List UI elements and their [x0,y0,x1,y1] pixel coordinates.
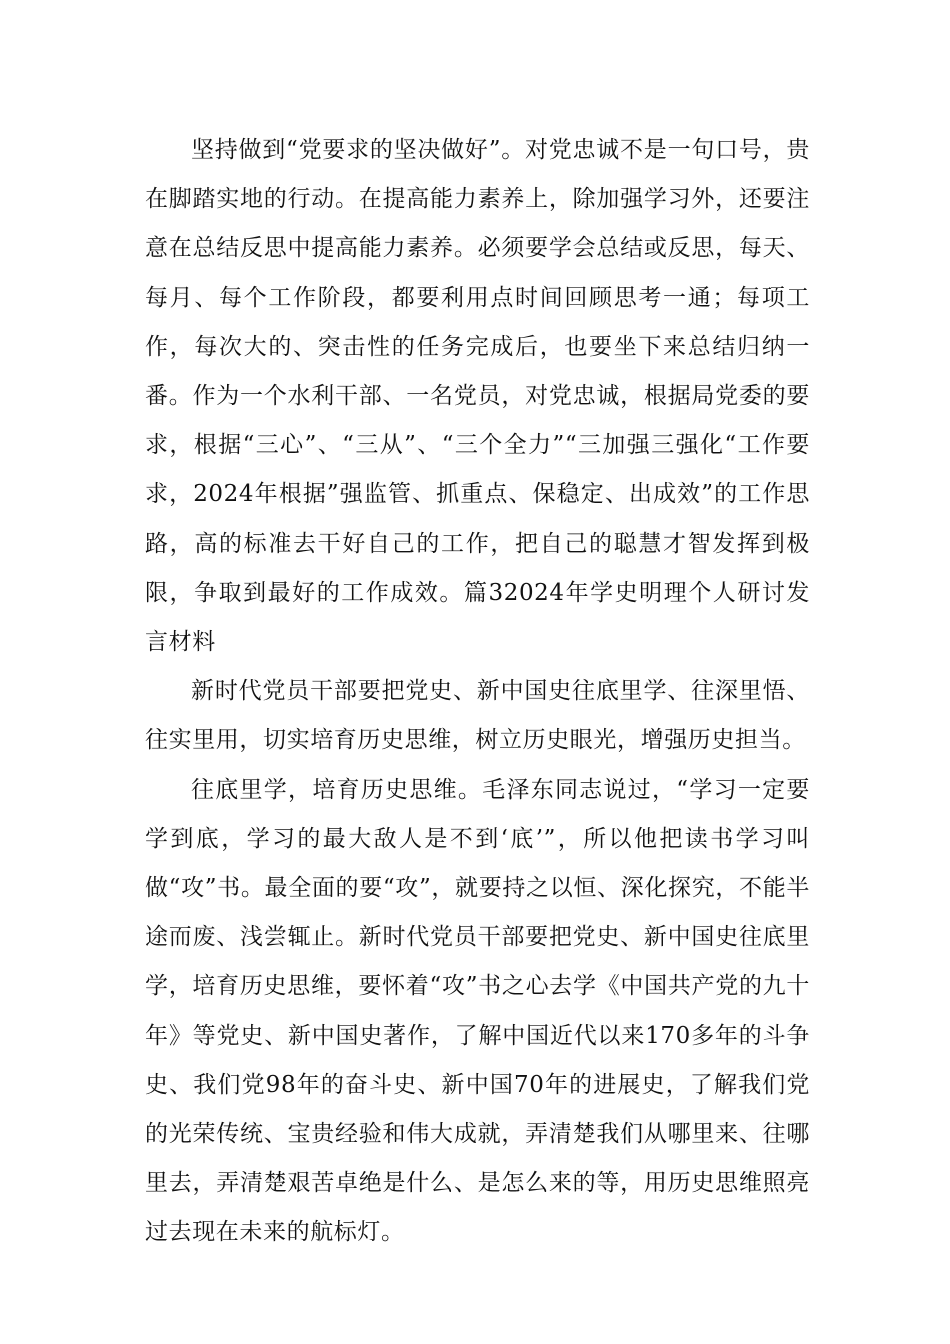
document-body [145,126,810,1258]
paragraph-1: 坚持做到“党要求的坚决做好”。对党忠诚不是一句口号，贵在脚踏实地的行动。在提高能力素养上，除加强学习外，还要注意在总结反思中提高能力素养。必须要学会总结或反思，每天、每月、每个工作阶段，都要利用点时间回顾思考一通；每项工作，每次大的、突击性的任务完成后，也要坐下来总结归纳一番。作为一个水利干部、一名党员，对党忠诚，根据局党委的要求，根据“三心”、“三从”、“三个全力”“三加强三强化“工作要求，2024年根据”强监管、抓重点、保稳定、出成效”的工作思路，高的标准去干好自己的工作，把自己的聪慧才智发挥到极限，争取到最好的工作成效。篇32024年学史明理个人研讨发言材料 [145,137,810,656]
paragraph-3: 往底里学，培育历史思维。毛泽东同志说过，“学习一定要学到底，学习的最大敌人是不到‘底’”，所以他把读书学习叫做“攻”书。最全面的要“攻”，就要持之以恒、深化探究，不能半途而废、浅尝辄止。新时代党员干部要把党史、新中国史往底里学，培育历史思维，要怀着“攻”书之心去学《中国共产党的九十年》等党史、新中国史著作，了解中国近代以来170多年的斗争史、我们党98年的奋斗史、新中国70年的进展史，了解我们党的光荣传统、宝贵经验和伟大成就，弄清楚我们从哪里来、往哪里去，弄清楚艰苦卓绝是什么、是怎么来的等，用历史思维照亮过去现在未来的航标灯。 [145,776,810,1246]
paragraph-2: 新时代党员干部要把党史、新中国史往底里学、往深里悟、往实里用，切实培育历史思维，树立历史眼光，增强历史担当。 [145,678,810,754]
